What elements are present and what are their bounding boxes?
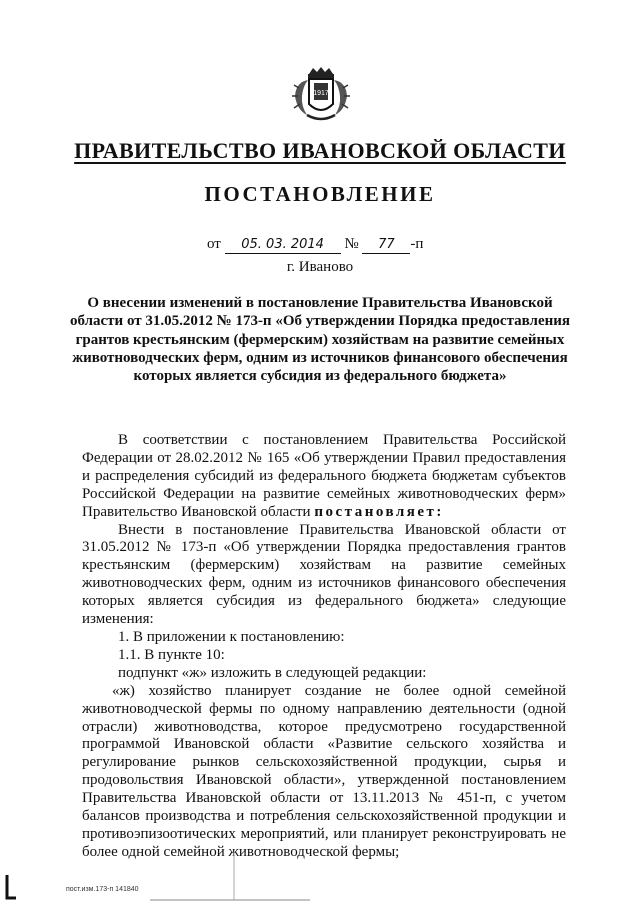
- date-number-line: [207, 236, 423, 256]
- document-type: ПОСТАНОВЛЕНИЕ: [204, 182, 436, 206]
- number-suffix: -п: [410, 236, 424, 252]
- city: г. Иваново: [286, 259, 354, 275]
- footer-code: пост.изм.173-п 141840: [66, 886, 139, 893]
- body-paragraph-3: 1. В приложении к постановлению:: [118, 628, 345, 645]
- date-from-label: от: [207, 236, 221, 252]
- emblem-year: 1917: [313, 90, 329, 97]
- body-paragraph-6: «ж) хозяйство планирует создание не более одной семейной животноводческой фермы по одному направлению деятельности (одной отрасли) животноводства, которое предусмотрено государственной программой Ивановской области «Развитие сельского хозяйства и регулирование рынков сельскохозяйственной продукции, сырья и продовольствия Ивановской области», утвержденной постановлением Правительства Ивановской области от 13.11.2013 № 451-п, с учетом балансов производства и потребления сельскохозяйственной продукции и противоэпизоотических мероприятий, или планирует реконструировать не более одной семейной животноводческой фермы;: [82, 682, 566, 860]
- resolves-word: постановляет:: [314, 503, 444, 520]
- document-body: [82, 432, 566, 862]
- government-title: ПРАВИТЕЛЬСТВО ИВАНОВСКОЙ ОБЛАСТИ: [74, 138, 566, 163]
- body-paragraph-2: Внести в постановление Правительства Ивановской области от 31.05.2012 № 173-п «Об утверждении Порядка предоставления грантов крестьянским (фермерским) хозяйствам на развитие семейных животноводческих ферм, одним из источников финансового обеспечения которых является субсидия из федерального бюджета» следующие изменения:: [82, 521, 566, 628]
- document-heading: О внесении изменений в постановление Правительства Ивановской области от 31.05.2012 № 173-п «Об утверждении Порядка предоставления грантов крестьянским (фермерским) хозяйствам на развитие семейных животноводческих ферм, одним из источников финансового обеспечения которых является субсидия из федерального бюджета»: [69, 295, 571, 385]
- document-date: 05. 03. 2014: [225, 237, 341, 254]
- scan-margin-line: [232, 852, 236, 900]
- body-paragraph-5: подпункт «ж» изложить в следующей редакции:: [118, 664, 427, 681]
- scan-bottom-line: [150, 898, 310, 902]
- scan-corner-mark: [4, 875, 16, 901]
- document-number: 77: [362, 237, 410, 254]
- body-paragraph-4: 1.1. В пункте 10:: [118, 646, 225, 663]
- number-label: №: [344, 236, 359, 252]
- body-paragraph-1: В соответствии с постановлением Правительства Российской Федерации от 28.02.2012 № 165 «Об утверждении Правил предоставления и распределения субсидий из федерального бюджета бюджетам субъектов Российской Федерации на развитие семейных животноводческих ферм» Правительство Ивановской области постановляет:: [82, 432, 566, 520]
- ivanovo-coat-of-arms-icon: [291, 66, 351, 126]
